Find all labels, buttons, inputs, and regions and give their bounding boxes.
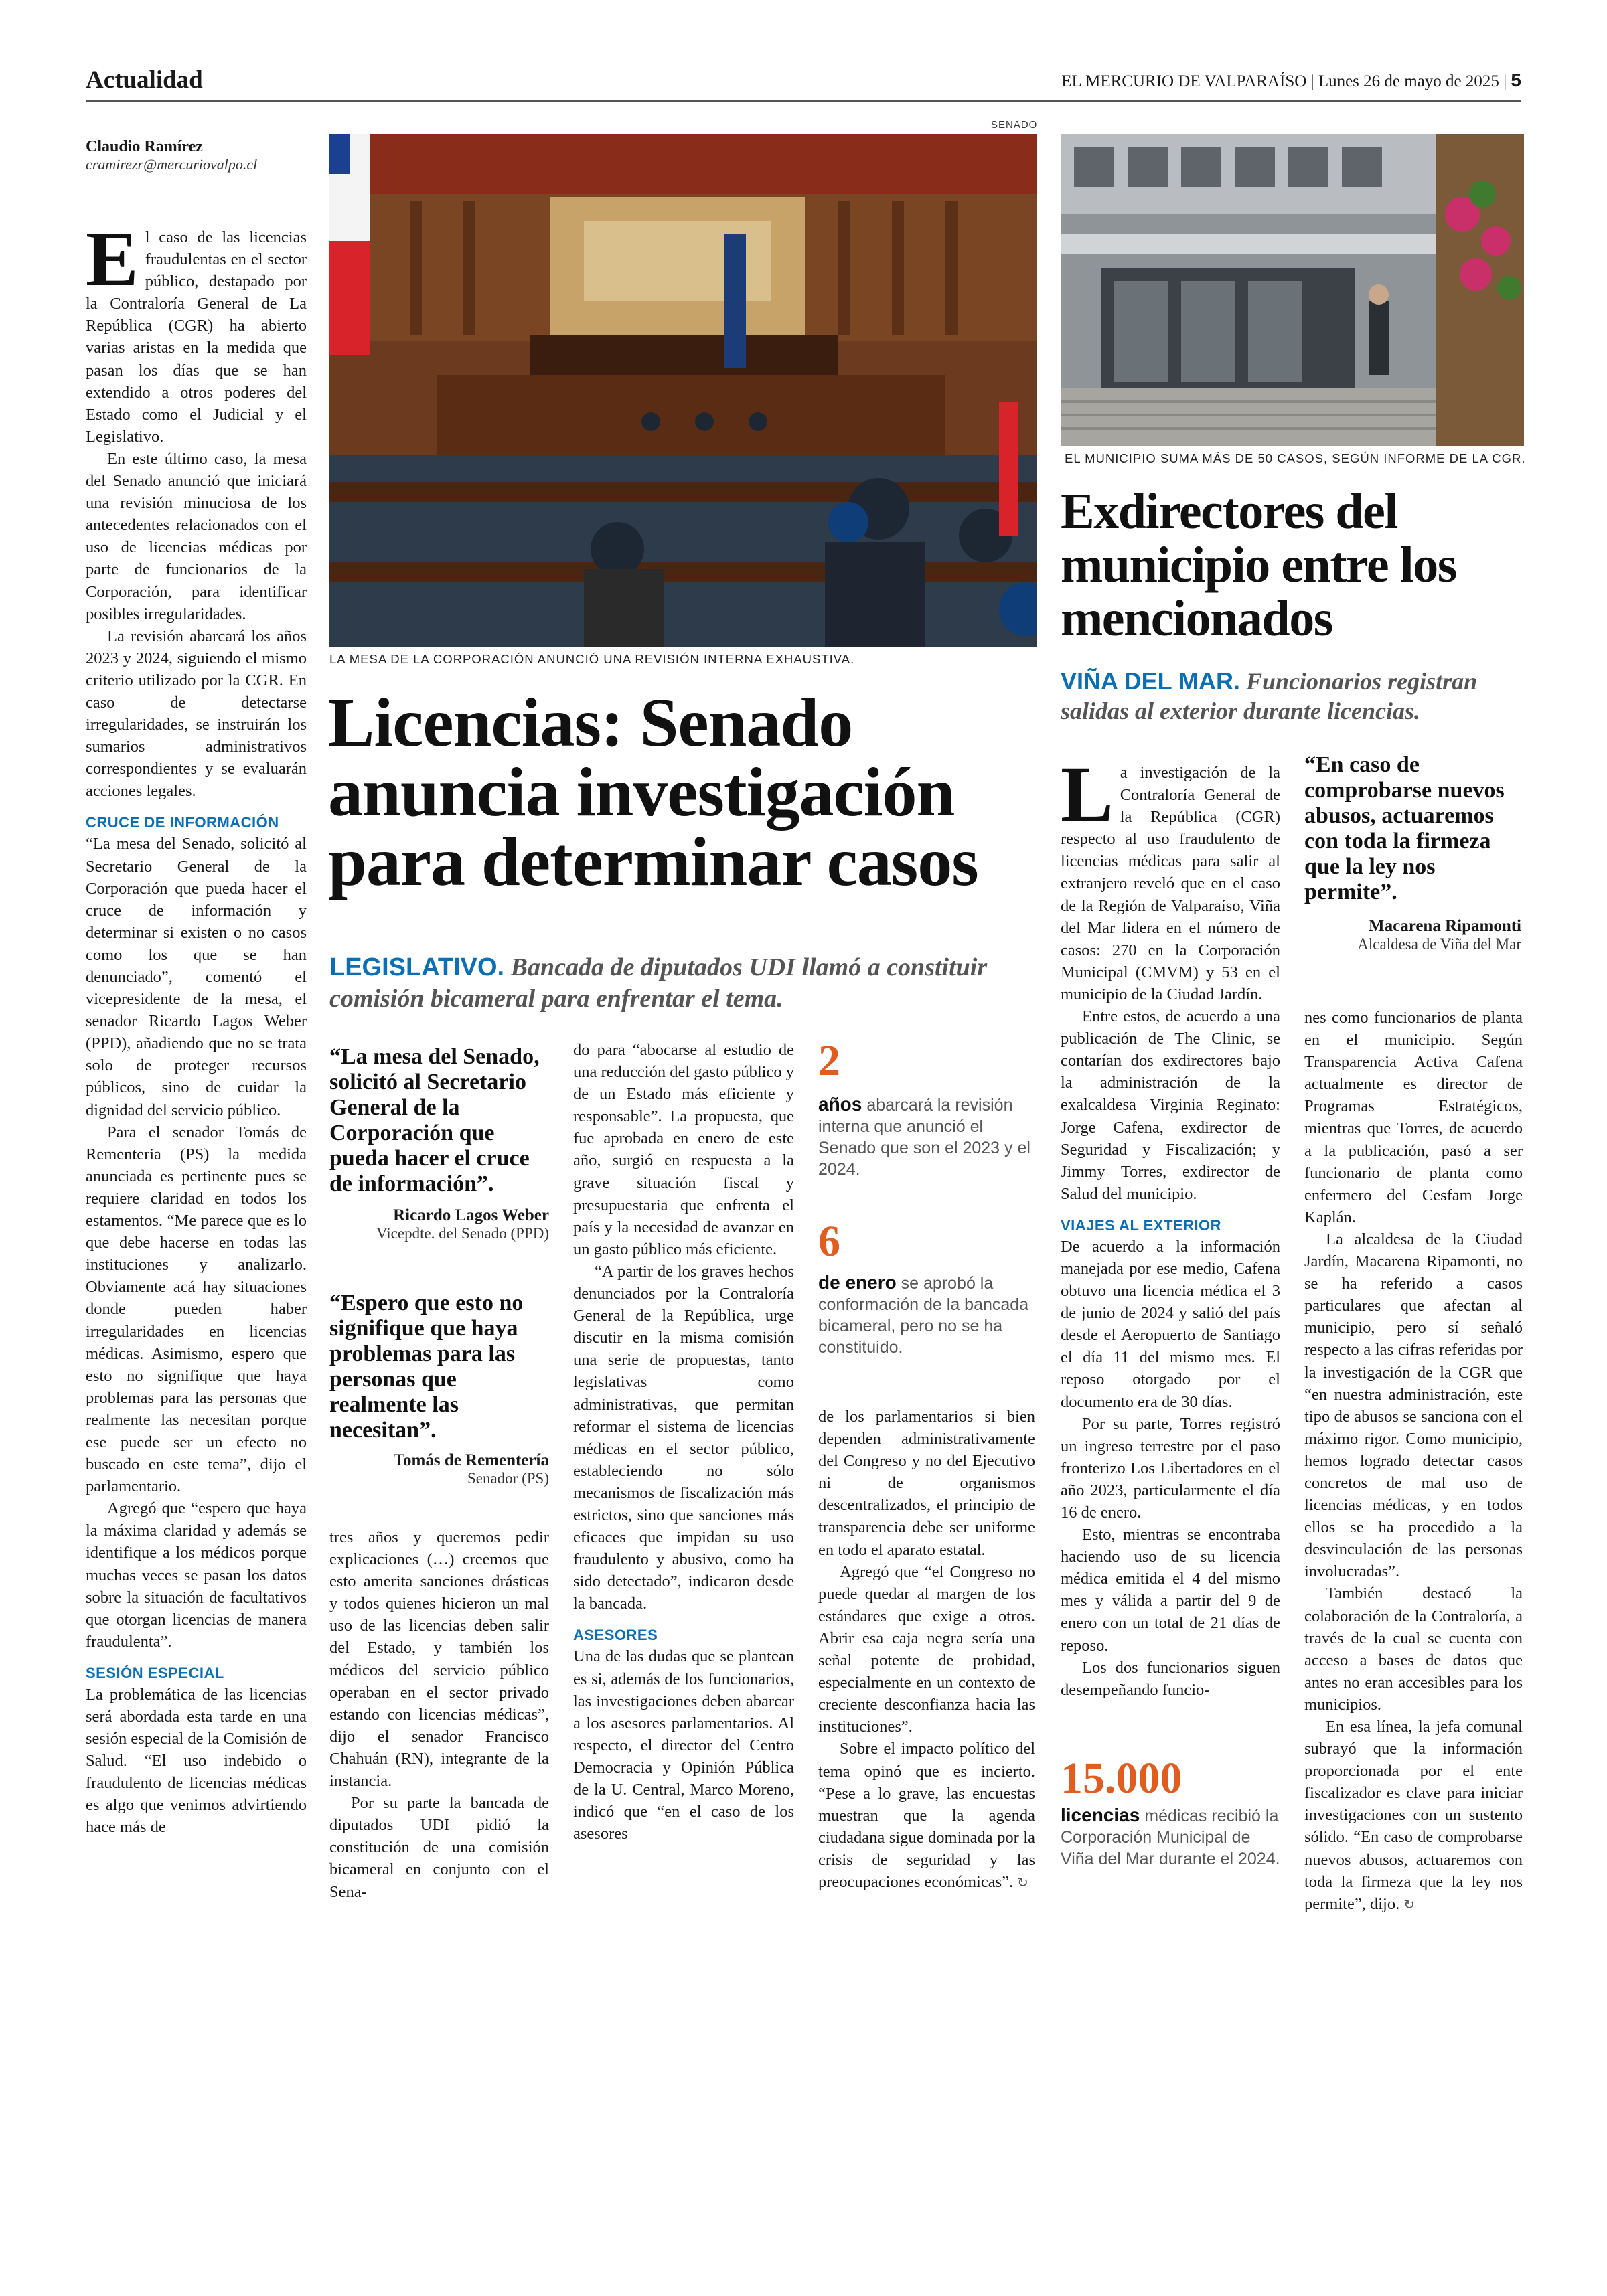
main-story-col3: [573, 1039, 794, 1845]
main-col1-p2: En este último caso, la mesa del Senado anunció que iniciará una revisión minuciosa de los antecedentes relacionados con el uso de licencias médicas por parte de funcionarios de la Corporación, para identificar posibles irregularidades.: [86, 449, 307, 623]
fig-years-number: 2: [818, 1036, 840, 1085]
fig-enero: [818, 1272, 1032, 1358]
main-col3-p3: Una de las dudas que se plantean es si, además de los funcionarios, las investigaciones deben abarcar a los asesores parlamentarios. Al respecto, el director del Centro Democracia y Opinión Pública de la U. Central, Marco Moreno, indicó que “en el caso de los asesores: [573, 1647, 794, 1843]
main-photo-caption: LA MESA DE LA CORPORACIÓN ANUNCIÓ UNA REVISIÓN INTERNA EXHAUSTIVA.: [329, 652, 855, 666]
main-col3-p2: “A partir de los graves hechos denunciados por la Contraloría General de la República, urge discutir en la misma comisión una serie de propuestas, tanto legislativas como administrativas, que permitan reformar el sistema de licencias médicas en el sector público, estableciendo no sólo mecanismos de fiscalización más estrictos, sino que sanciones más eficaces que impidan su uso fraudulento y abusivo, como ha sido detectado”, indicaron desde la bancada.: [573, 1262, 794, 1613]
quote-ripamonti-role: Alcaldesa de Viña del Mar: [1357, 936, 1521, 953]
main-col4-p3-wrap: [818, 1738, 1035, 1894]
issue-date: Lunes 26 de mayo de 2025: [1318, 72, 1499, 90]
main-col1-p4: “La mesa del Senado, solicitó al Secretario General de la Corporación que pueda hacer el cruce de información y determinar si existen o no casos como los que se han denunciado”, comentó el vicepresidente de la mesa, el senador Ricardo Lagos Weber (PPD), añadiendo que no se trata solo de proteger recursos públicos, sino de cuidar la dignidad del servicio público.: [86, 835, 307, 1119]
fig-enero-text: se aprobó la conformación de la bancada bicameral, pero no se ha constituido.: [818, 1274, 1029, 1357]
main-col1-p7: La problemática de las licencias será abordada esta tarde en una sesión especial de la Comisión de Salud. “El uso indebido o fraudulento de licencias médicas es algo que venimos advirtiendo hace más de: [86, 1685, 307, 1837]
side-col1-p5: Esto, mientras se encontraba haciendo uso de su licencia médica emitida el 4 del mismo mes y válida a partir del 9 de enero con un total de 21 días de reposo.: [1061, 1526, 1280, 1655]
side-kicker: VIÑA DEL MAR.: [1061, 667, 1241, 695]
municipal-building-photo: [1061, 134, 1524, 446]
header-rule: [86, 100, 1521, 102]
side-col1-p2: Entre estos, de acuerdo a una publicación de The Clinic, se contarían dos exdirectores bajo la administración de la exalcaldesa Virginia Reginato: Jorge Cafena, exdirector de Seguridad y Fiscalización; y Jimmy Torres, exdirector de Salud del municipio.: [1061, 1007, 1280, 1203]
main-story-col1: [86, 215, 307, 1839]
subhead-viajes: VIAJES AL EXTERIOR: [1061, 1216, 1222, 1234]
quote-rementeria-attribution: [329, 1451, 549, 1487]
main-col2-p1: tres años y queremos pedir explicaciones (…) creemos que esto amerita sanciones drásticas y todos quienes hicieron un mal uso de las licencias deben salir del Estado, y también los médicos del servicio público operaban en el sector privado estando con licencias médicas”, dijo el senador Francisco Chahuán (RN), integrante de la instancia.: [329, 1528, 549, 1791]
photo-credit: SENADO: [991, 119, 1038, 131]
main-col1-p1: l caso de las licencias fraudulentas en el sector público, destapado por la Contraloría General de La República (CGR) ha abierto varias aristas en la medida que pasan los días que se han extendido a otros poderes del Estado como el Judicial y el Legislativo.: [86, 228, 307, 446]
quote-rementeria-name: Tomás de Rementería: [393, 1451, 549, 1469]
main-col4-p2: Agregó que “el Congreso no puede quedar al margen de los estándares que exige a otros. Abrir esa caja negra sería una señal potente de probidad, especialmente en un contexto de creciente desconfianza hacia las instituciones”.: [818, 1562, 1035, 1736]
municipal-building-illustration: [1061, 134, 1524, 446]
side-deck: [1061, 667, 1523, 726]
quote-ripamonti: “En caso de comprobarse nuevos abusos, actuaremos con toda la firmeza que la ley nos permite”.: [1304, 752, 1505, 904]
senate-chamber-photo: [329, 134, 1037, 647]
quote-rementeria-role: Senador (PS): [467, 1470, 549, 1487]
quote-lagos-role: Vicepdte. del Senado (PPD): [376, 1225, 549, 1242]
side-col1-p1: a investigación de la Contraloría General de la República (CGR) respecto al uso fraudulento de licencias médicas para salir al extranjero reveló que en el caso de la Región de Valparaíso, Viña del Mar lidera en el número de casos: 270 en la Corporación Municipal (CMVM) y 53 en el municipio de la Ciudad Jardín.: [1061, 764, 1280, 1003]
fig-licencias-text: médicas recibió la Corporación Municipal de Viña del Mar durante el 2024.: [1061, 1807, 1280, 1868]
end-mark-icon-2: ↻: [1403, 1897, 1415, 1912]
main-deck: [329, 952, 1039, 1015]
quote-lagos-attribution: [329, 1206, 549, 1242]
main-col1-p5: Para el senador Tomás de Rementeria (PS) la medida anunciada es pertinente pues se requiere claridad en todos los estamentos. “Me parece que es lo que debe hacerse en todas las instituciones y analizarlo. Obviamente acá hay situaciones donde pueden haber irregularidades en licencias médicas. Asimismo, espero que esto no signifique que haya problemas para las personas que realmente las necesitan porque ese puede ser un efecto no buscado en este tema”, dijo el parlamentario.: [86, 1123, 307, 1496]
senate-chamber-illustration: [329, 134, 1037, 647]
side-col1-p4: Por su parte, Torres registró un ingreso terrestre por el paso fronterizo Los Libertadores en el año 2023, particularmente el día 16 de enero.: [1061, 1414, 1280, 1522]
side-col2-p3: También destacó la colaboración de la Contraloría, a través de la cual se cuenta con acceso a bases de datos que antes no eran accesibles para los municipios.: [1304, 1584, 1523, 1714]
side-col2-p1: nes como funcionarios de planta en el municipio. Según Transparencia Activa Cafena actualmente es director de Programas Estratégicos, mientras que Torres, de acuerdo a la publicación, pasó a ser funcionario de planta como enfermero del Cesfam Jorge Kaplán.: [1304, 1009, 1523, 1226]
main-col1-p6: Agregó que “espero que haya la máxima claridad y además se identifique a los médicos porque muchas veces se pasan los datos sobre la situación de facultativos que otorgan licencias de manera fraudulenta”.: [86, 1499, 307, 1651]
main-dropcap: E: [86, 215, 139, 303]
side-col2-p4-wrap: [1304, 1716, 1523, 1916]
side-col2-p2: La alcaldesa de la Ciudad Jardín, Macarena Ripamonti, no se ha referido a casos particulares que afectan al municipio, pero sí señaló respecto a las cifras referidas por la investigación de la CGR que “en nuestra administración, este tipo de abusos se sanciona con el máximo rigor. Como municipio, hemos logrado detectar casos concretos de mal uso de licencias médicas, y en todos ellos se ha procedido a la desvinculación de las personas involucradas”.: [1304, 1230, 1523, 1581]
fig-enero-label: de enero: [818, 1272, 897, 1293]
end-mark-icon: ↻: [1017, 1875, 1028, 1890]
side-photo-caption: EL MUNICIPIO SUMA MÁS DE 50 CASOS, SEGÚN INFORME DE LA CGR.: [1065, 451, 1526, 465]
fig-licencias: [1061, 1805, 1282, 1870]
section-name: Actualidad: [86, 66, 203, 94]
fig-years-text: abarcará la revisión interna que anunció el Senado que son el 2023 y el 2024.: [818, 1096, 1030, 1179]
fig-enero-number: 6: [818, 1217, 840, 1266]
main-col4-p1: de los parlamentarios si bien dependen administrativamente del Congreso y no del Ejecutivo ni de organismos descentralizados, el principio de transparencia debe ser uniforme en todo el aparato estatal.: [818, 1408, 1035, 1559]
side-story-col1: [1061, 750, 1280, 1701]
side-story-col2: [1304, 1007, 1523, 1916]
side-deck-text: Funcionarios registran salidas al exterior durante licencias.: [1061, 668, 1478, 724]
main-col1-p3: La revisión abarcará los años 2023 y 2024, siguiendo el mismo criterio utilizado por la CGR. En caso de detectarse irregularidades, se instruirán los sumarios administrativos correspondientes y se evaluarán acciones legales.: [86, 627, 307, 801]
side-dropcap: L: [1061, 750, 1114, 838]
side-col2-p4: En esa línea, la jefa comunal subrayó que la información proporcionada por el ente fiscalizador es clave para iniciar investigaciones con un sustento sólido. “En caso de comprobarse nuevos abusos, actuaremos con toda la firmeza que la ley nos permite”, dijo.: [1304, 1718, 1523, 1913]
side-headline: Exdirectores del municipio entre los mencionados: [1061, 483, 1456, 647]
quote-ripamonti-name: Macarena Ripamonti: [1369, 917, 1521, 935]
main-story-col2: [329, 1526, 549, 1903]
quote-ripamonti-attribution: [1304, 917, 1521, 953]
side-col1-p6: Los dos funcionarios siguen desempeñando funcio-: [1061, 1658, 1280, 1699]
fig-years: [818, 1094, 1032, 1180]
main-headline: Licencias: Senado anuncia investigación para determinar casos: [328, 684, 978, 900]
paper-name: EL MERCURIO DE VALPARAÍSO: [1061, 72, 1307, 90]
quote-rementeria: “Espero que esto no signifique que haya problemas para las personas que realmente las necesitan”.: [329, 1291, 524, 1443]
main-col2-p2: Por su parte la bancada de diputados UDI pidió la constitución de una comisión bicameral en conjunto con el Sena-: [329, 1794, 549, 1901]
main-story-col4: [818, 1406, 1035, 1894]
fig-licencias-label: licencias: [1061, 1805, 1140, 1825]
byline-name: Claudio Ramírez: [86, 138, 203, 155]
subhead-cruce: CRUCE DE INFORMACIÓN: [86, 814, 279, 831]
quote-lagos: “La mesa del Senado, solicitó al Secretario General de la Corporación que pueda hacer el cruce de información”.: [329, 1044, 540, 1196]
main-col3-p1: do para “abocarse al estudio de una reducción del gasto público y de un Estado más eficiente y responsable”. La propuesta, que fue aprobada en enero de este año, surgió en respuesta a la grave situación fiscal y presupuestaria que enfrenta el país y la necesidad de avanzar en un gasto público más eficiente.: [573, 1041, 794, 1258]
page-info: EL MERCURIO DE VALPARAÍSO | Lunes 26 de mayo de 2025 | 5: [1061, 70, 1521, 90]
subhead-asesores: ASESORES: [573, 1627, 658, 1644]
fig-years-label: años: [818, 1094, 862, 1115]
main-deck-text: Bancada de diputados UDI llamó a constituir comisión bicameral para enfrentar el tema.: [329, 953, 988, 1013]
page-number: 5: [1511, 70, 1521, 90]
side-col1-p3: De acuerdo a la información manejada por ese medio, Cafena obtuvo una licencia médica el 3 de junio de 2024 y salió del país desde el Aeropuerto de Santiago el día 11 del mismo mes. El reposo otorgado por el documento era de 30 días.: [1061, 1237, 1280, 1411]
byline-email: cramirezr@mercuriovalpo.cl: [86, 156, 258, 173]
main-kicker: LEGISLATIVO.: [329, 953, 505, 981]
byline: [86, 138, 307, 173]
quote-lagos-name: Ricardo Lagos Weber: [393, 1206, 549, 1224]
fig-licencias-number: 15.000: [1061, 1754, 1182, 1803]
subhead-sesion: SESIÓN ESPECIAL: [86, 1664, 224, 1682]
main-col4-p3: Sobre el impacto político del tema opinó que es incierto. “Pese a lo grave, las encuestas muestran que la agenda ciudadana sigue dominada por la crisis de seguridad y las preocupaciones económicas”.: [818, 1740, 1035, 1891]
